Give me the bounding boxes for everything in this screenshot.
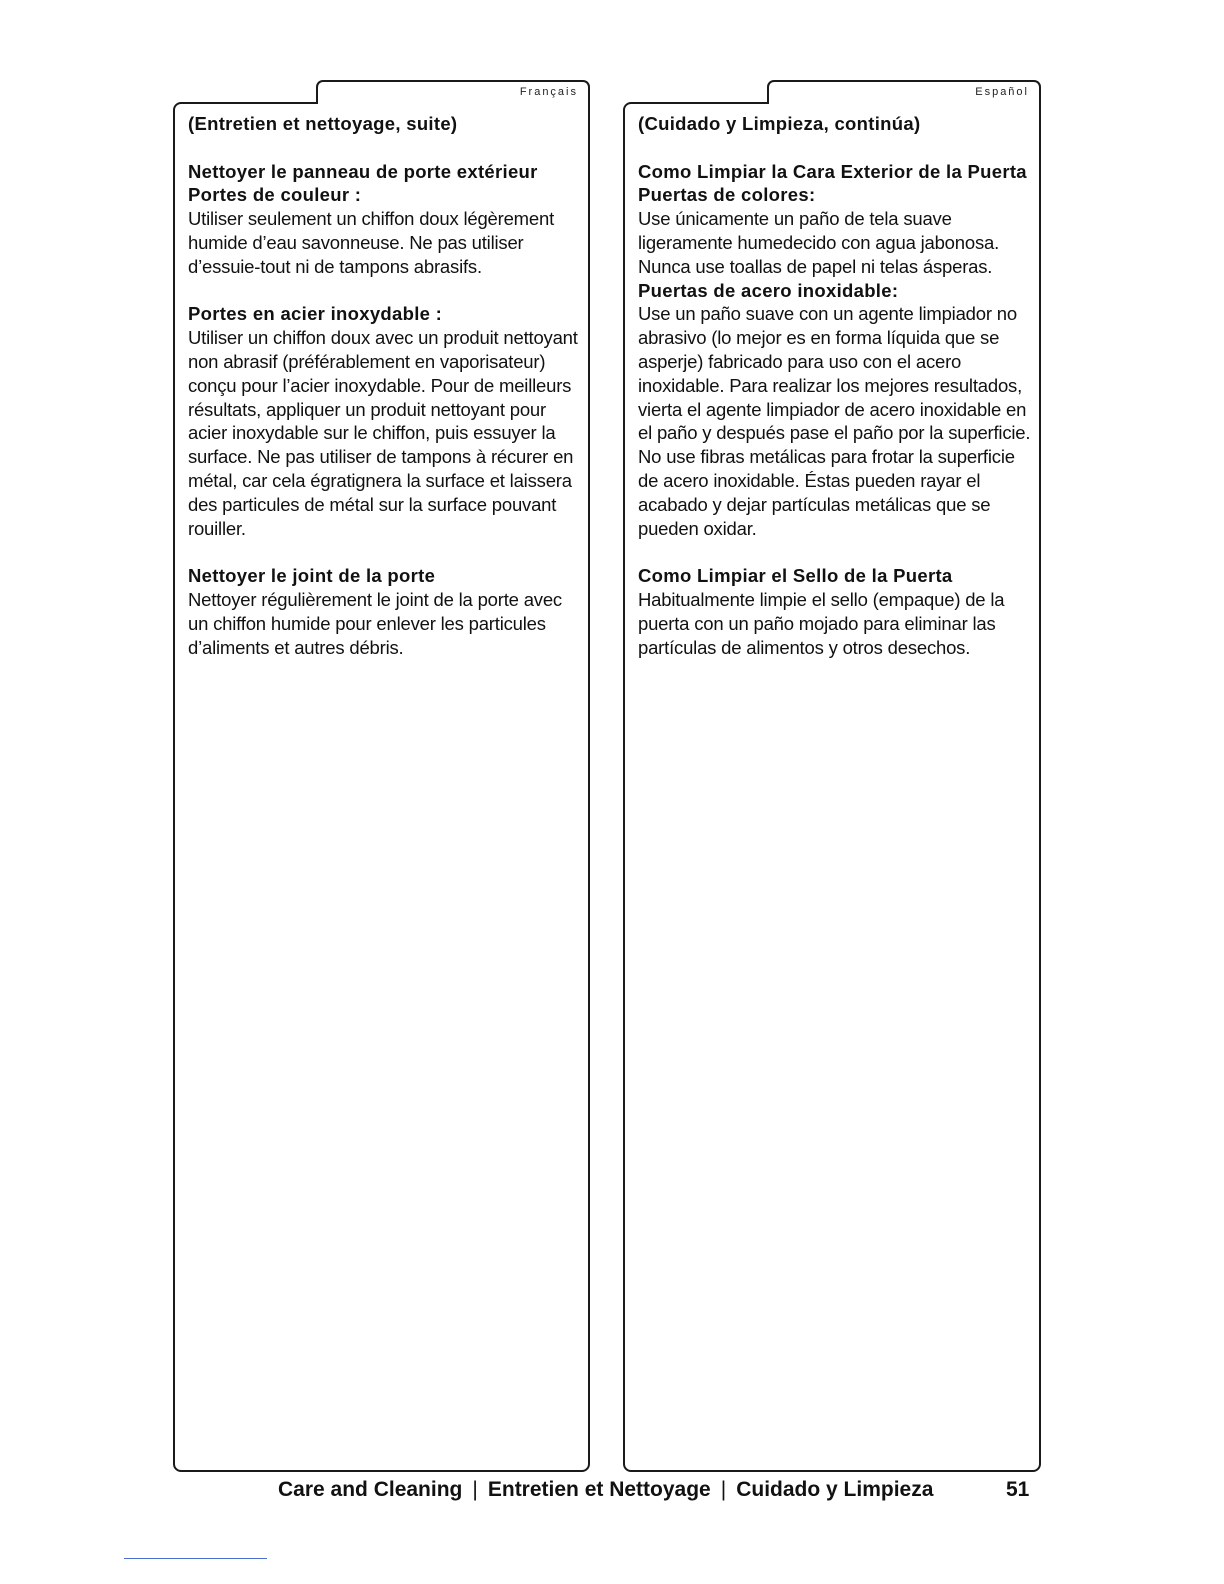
french-tab <box>316 80 590 104</box>
spanish-tab-label: Español <box>975 86 1029 98</box>
bottom-rule <box>124 1558 267 1559</box>
page-number: 51 <box>1006 1478 1030 1501</box>
spanish-section2-heading: Puertas de acero inoxidable: <box>638 279 899 301</box>
footer-french: Entretien et Nettoyage <box>487 1478 711 1501</box>
spanish-content <box>638 112 1031 659</box>
spanish-section3-body: Habitualmente limpie el sello (empaque) de la puerta con un paño mojado para eliminar las partículas de alimentos y otros desechos. <box>638 588 1005 658</box>
french-section1-heading: Nettoyer le panneau de porte extérieur <box>188 160 538 182</box>
spanish-panel <box>623 102 1041 1472</box>
french-tab-label: Français <box>519 86 578 98</box>
spanish-section3-heading: Como Limpiar el Sello de la Puerta <box>638 565 953 587</box>
french-section3-body: Nettoyer régulièrement le joint de la porte avec un chiffon humide pour enlever les particules d’aliments et autres débris. <box>188 588 562 658</box>
footer-separator-1: | <box>472 1478 478 1501</box>
french-content <box>188 112 580 659</box>
french-panel <box>173 102 590 1472</box>
french-section2-heading: Portes en acier inoxydable : <box>188 303 443 325</box>
page-footer <box>278 1478 933 1502</box>
footer-separator-2: | <box>720 1478 727 1501</box>
french-section1-body: Utiliser seulement un chiffon doux légèrement humide d’eau savonneuse. Ne pas utiliser d’essuie-tout ni de tampons abrasifs. <box>188 208 555 277</box>
spanish-section1-subheading: Puertas de colores: <box>638 184 816 206</box>
spanish-section1-heading: Como Limpiar la Cara Exterior de la Puerta <box>638 160 1027 182</box>
french-title: (Entretien et nettoyage, suite) <box>188 113 458 134</box>
footer-spanish: Cuidado y Limpieza <box>736 1478 934 1501</box>
footer-english: Care and Cleaning <box>278 1478 463 1501</box>
french-section1-subheading: Portes de couleur : <box>188 184 362 206</box>
spanish-section2-body: Use un paño suave con un agente limpiador no abrasivo (lo mejor es en forma líquida que se asperje) fabricado para uso con el acero inoxidable. Para realizar los mejores resultados, vierta el agente limpiador de acero inoxidable en el paño y después pase el paño por la superficie. No use fibras metálicas para frotar la superficie de acero inoxidable. Éstas pueden rayar el acabado y dejar partículas metálicas que se pueden oxidar. <box>638 303 1031 539</box>
spanish-title: (Cuidado y Limpieza, continúa) <box>638 113 921 134</box>
french-section2-body: Utiliser un chiffon doux avec un produit nettoyant non abrasif (préférablement en vaporisateur) conçu pour l’acier inoxydable. Pour de meilleurs résultats, appliquer un produit nettoyant pour acier inoxydable sur le chiffon, puis essuyer la surface. Ne pas utiliser de tampons à récurer en métal, car cela égratignera la surface et laissera des particules de métal sur la surface pouvant rouiller. <box>188 327 578 539</box>
french-section3-heading: Nettoyer le joint de la porte <box>188 565 436 587</box>
spanish-tab <box>767 80 1041 104</box>
spanish-section1-body: Use únicamente un paño de tela suave ligeramente humedecido con agua jabonosa. Nunca use toallas de papel ni telas ásperas. <box>638 208 1000 277</box>
